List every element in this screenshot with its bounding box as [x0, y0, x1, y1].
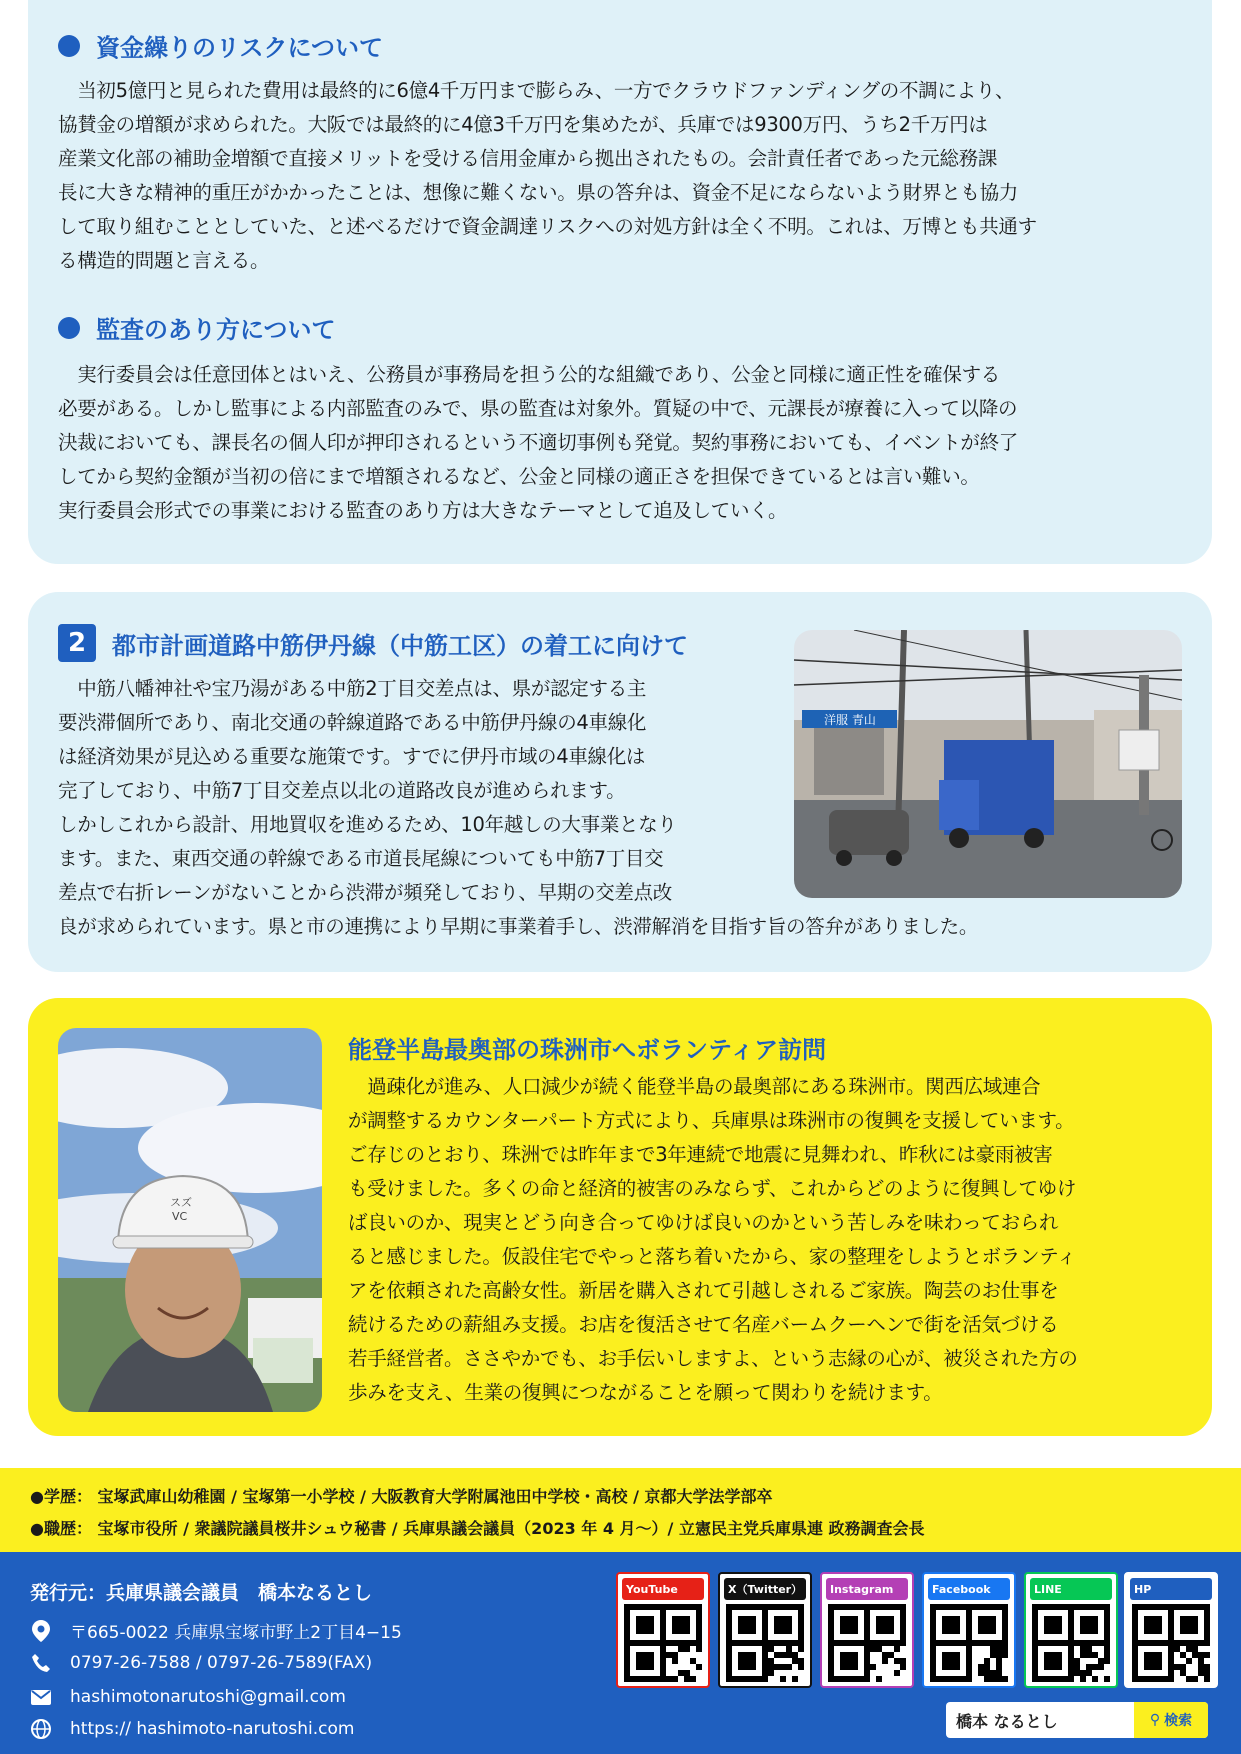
intersection-photo [794, 630, 1182, 898]
instagram-icon: Instagram [826, 1578, 908, 1600]
location-pin-icon [30, 1620, 52, 1642]
audit-heading [58, 310, 336, 345]
volunteer-heading-text: 能登半島最奥部の珠洲市へボランティア訪問 [348, 1036, 827, 1064]
publisher: 発行元：兵庫県議会議員 橋本なるとし [30, 1582, 373, 1604]
phone-icon [30, 1652, 52, 1674]
globe-icon [30, 1718, 52, 1740]
career-line: ●職歴： 宝塚市役所 / 衆議院議員桜井シュウ秘書 / 兵庫県議会議員（2023 年 4 月～）/ 立憲民主党兵庫県連 政務調査会長 [30, 1519, 925, 1538]
phone-text[interactable]: 0797-26-7588 / 0797-26-7589(FAX) [70, 1653, 373, 1673]
email-link[interactable]: hashimotonarutoshi@gmail.com [70, 1687, 346, 1707]
volunteer-portrait-photo [58, 1028, 322, 1412]
x-twitter-icon: X（Twitter） [724, 1578, 806, 1600]
search-query[interactable]: 橋本 なるとし [956, 1711, 1058, 1731]
road-body: 中筋八幡神社や宝乃湯がある中筋2丁目交差点は、県が認定する主 要渋滞個所であり、南北交通の幹線道路である中筋伊丹線の4車線化 は経済効果が見込める重要な施策です。すでに伊丹市域の4車線化は 完了しており、中筋7丁目交差点以北の道路改良が進められます。 しかしこれから設計、用地買収を進めるため、10年越しの大事業となり ます。また、東西交通の幹線である市道長尾線についても中筋7丁目交 差点で右折レーンがないことから渋滞が頻発しており、早期の交差点改 良が求められています。県と市の連携により早期に事業着手し、渋滞解消を目指す旨の答弁がありました。 [58, 677, 979, 938]
volunteer-body: 過疎化が進み、人口減少が続く能登半島の最奥部にある珠洲市。関西広域連合 が調整するカウンターパート方式により、兵庫県は珠洲市の復興を支援しています。 ご存じのとおり、珠洲では昨年まで3年連続で地震に見舞われ、昨秋には豪雨被害 も受けました。多くの命と経済的被害のみならず、これからどのように復興してゆけ ば良いのか、現実とどう向き合ってゆけば良いのかという苦しみを味わっておられ ると感じました。仮設住宅でやっと落ち着いたから、家の整理をしようとボランティ アを依頼された高齢女性。新居を購入されて引越しされるご家族。陶芸のお仕事を 続けるための薪組み支援。お店を復活させて名産バームクーヘンで街を活気づける 若手経営者。ささやかでも、お手伝いしますよ、という志縁の心が、被災された方の 歩みを支え、生業の復興につながることを願って関わりを続けます。 [348, 1075, 1078, 1404]
email-row [30, 1686, 346, 1708]
bullet-icon [58, 35, 80, 57]
qr-homepage[interactable] [1124, 1572, 1218, 1688]
volunteer-heading [348, 1030, 826, 1065]
homepage-icon: HP [1130, 1578, 1212, 1600]
line-icon: LINE [1030, 1578, 1112, 1600]
qr-youtube[interactable] [616, 1572, 710, 1688]
street-sign-text: 洋服 青山 [824, 713, 876, 727]
funding-heading-text: 資金繰りのリスクについて [96, 34, 384, 62]
section-number-badge: 2 [58, 624, 96, 662]
bullet-icon [58, 317, 80, 339]
funding-body: 当初5億円と見られた費用は最終的に6億4千万円まで膨らみ、一方でクラウドファンディングの不調により、 協賛金の増額が求められた。大阪では最終的に4億3千万円を集めたが、兵庫では9300万円、うち2千万円は 産業文化部の補助金増額で直接メリットを受ける信用金庫から拠出されたもの。会計責任者であった元総務課 長に大きな精神的重圧がかかったことは、想像に難くない。県の答弁は、資金不足にならないよう財界とも協力 して取り組むこととしていた、と述べるだけで資金調達リスクへの対処方針は全く不明。これは、万博とも共通す る構造的問題と言える。 [58, 79, 1037, 272]
qr-x-twitter[interactable] [718, 1572, 812, 1688]
funding-heading [58, 28, 383, 63]
audit-heading-text: 監査のあり方について [96, 316, 336, 344]
search-icon: ⚲ [1149, 1712, 1161, 1728]
address-row [30, 1618, 402, 1643]
svg-text:スズ: スズ [170, 1196, 192, 1209]
youtube-icon: YouTube [622, 1578, 704, 1600]
qr-facebook[interactable] [922, 1572, 1016, 1688]
education-line: ●学歴： 宝塚武庫山幼稚園 / 宝塚第一小学校 / 大阪教育大学附属池田中学校・高校 / 京都大学法学部卒 [30, 1487, 773, 1506]
address-text: 〒665-0022 兵庫県宝塚市野上2丁目4−15 [70, 1623, 402, 1643]
mail-icon [30, 1686, 52, 1708]
facebook-icon: Facebook [928, 1578, 1010, 1600]
road-heading [58, 624, 688, 662]
search-box[interactable] [946, 1702, 1208, 1738]
audit-body: 実行委員会は任意団体とはいえ、公務員が事務局を担う公的な組織であり、公金と同様に適正性を確保する 必要がある。しかし監事による内部監査のみで、県の監査は対象外。質疑の中で、元課長が療養に入って以降の 決裁においても、課長名の個人印が押印されるという不適切事例も発覚。契約事務においても、イベントが終了 してから契約金額が当初の倍にまで増額されるなど、公金と同様の適正さを担保できているとは言い難い。 実行委員会形式での事業における監査のあり方は大きなテーマとして追及していく。 [58, 363, 1019, 522]
website-row [30, 1718, 354, 1740]
search-button-label: 検索 [1164, 1713, 1193, 1729]
website-link[interactable]: https:// hashimoto-narutoshi.com [70, 1719, 355, 1739]
phone-row [30, 1652, 372, 1674]
profile-bar [0, 1468, 1241, 1552]
search-button[interactable] [1134, 1702, 1208, 1738]
qr-line[interactable] [1024, 1572, 1118, 1688]
qr-instagram[interactable] [820, 1572, 914, 1688]
road-heading-text: 都市計画道路中筋伊丹線（中筋工区）の着工に向けて [112, 631, 688, 660]
svg-text:VC: VC [172, 1210, 188, 1223]
